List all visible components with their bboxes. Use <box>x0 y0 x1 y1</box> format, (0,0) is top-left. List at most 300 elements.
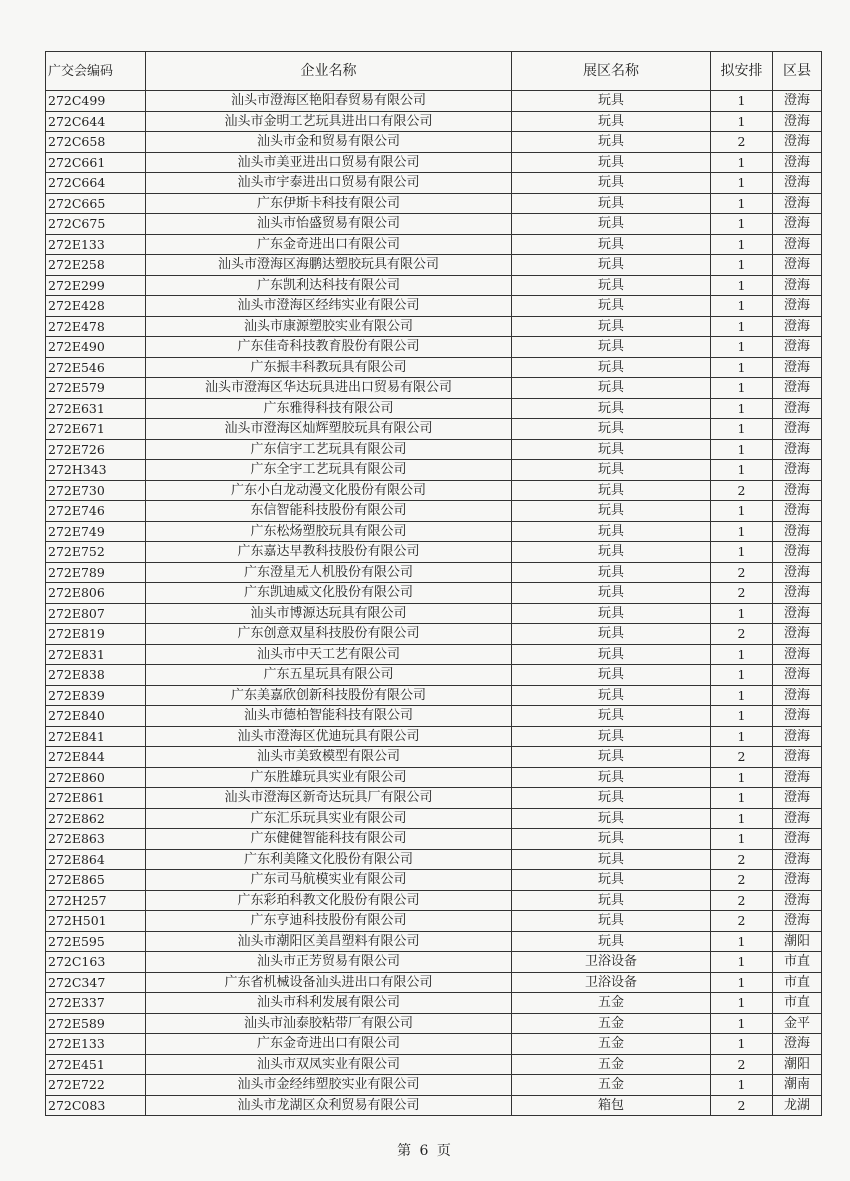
cell-exhibit-area: 玩具 <box>512 255 711 276</box>
table-row <box>46 788 822 809</box>
cell-company: 汕头市澄海区优迪玩具有限公司 <box>146 726 512 747</box>
cell-code: 272E428 <box>46 296 146 317</box>
table-row <box>46 234 822 255</box>
cell-company: 汕头市美亚进出口贸易有限公司 <box>146 152 512 173</box>
table-row <box>46 480 822 501</box>
table-row <box>46 439 822 460</box>
cell-planned: 2 <box>711 132 773 153</box>
table-row <box>46 644 822 665</box>
cell-company: 汕头市中天工艺有限公司 <box>146 644 512 665</box>
cell-code: 272E337 <box>46 993 146 1014</box>
cell-code: 272E133 <box>46 234 146 255</box>
table-row <box>46 747 822 768</box>
header-exhibit-area: 展区名称 <box>512 52 711 91</box>
cell-company: 汕头市怡盛贸易有限公司 <box>146 214 512 235</box>
cell-exhibit-area: 玩具 <box>512 808 711 829</box>
cell-exhibit-area: 玩具 <box>512 624 711 645</box>
cell-district: 澄海 <box>773 767 822 788</box>
cell-code: 272E838 <box>46 665 146 686</box>
cell-district: 澄海 <box>773 316 822 337</box>
table-row <box>46 931 822 952</box>
table-header-row <box>46 52 822 91</box>
table-row <box>46 357 822 378</box>
cell-planned: 1 <box>711 275 773 296</box>
cell-company: 东信智能科技股份有限公司 <box>146 501 512 522</box>
table-row <box>46 337 822 358</box>
table-row <box>46 624 822 645</box>
cell-code: 272C163 <box>46 952 146 973</box>
cell-company: 广东亨迪科技股份有限公司 <box>146 911 512 932</box>
cell-code: 272C644 <box>46 111 146 132</box>
cell-code: 272C499 <box>46 91 146 112</box>
cell-code: 272H343 <box>46 460 146 481</box>
cell-planned: 2 <box>711 747 773 768</box>
cell-code: 272C661 <box>46 152 146 173</box>
cell-district: 澄海 <box>773 460 822 481</box>
cell-exhibit-area: 玩具 <box>512 767 711 788</box>
cell-exhibit-area: 玩具 <box>512 788 711 809</box>
cell-district: 澄海 <box>773 111 822 132</box>
cell-district: 澄海 <box>773 726 822 747</box>
cell-code: 272E299 <box>46 275 146 296</box>
cell-code: 272E840 <box>46 706 146 727</box>
table-row <box>46 726 822 747</box>
cell-exhibit-area: 玩具 <box>512 829 711 850</box>
cell-code: 272H501 <box>46 911 146 932</box>
cell-company: 广东嘉达早教科技股份有限公司 <box>146 542 512 563</box>
cell-code: 272E861 <box>46 788 146 809</box>
cell-district: 澄海 <box>773 296 822 317</box>
cell-exhibit-area: 玩具 <box>512 152 711 173</box>
cell-exhibit-area: 玩具 <box>512 296 711 317</box>
cell-code: 272E860 <box>46 767 146 788</box>
cell-company: 广东松炀塑胶玩具有限公司 <box>146 521 512 542</box>
cell-code: 272E546 <box>46 357 146 378</box>
cell-planned: 2 <box>711 870 773 891</box>
cell-company: 广东澄星无人机股份有限公司 <box>146 562 512 583</box>
cell-planned: 1 <box>711 111 773 132</box>
cell-planned: 1 <box>711 439 773 460</box>
table-row <box>46 952 822 973</box>
cell-company: 汕头市美致模型有限公司 <box>146 747 512 768</box>
cell-district: 龙湖 <box>773 1095 822 1116</box>
cell-code: 272E806 <box>46 583 146 604</box>
cell-company: 广东雅得科技有限公司 <box>146 398 512 419</box>
cell-exhibit-area: 玩具 <box>512 849 711 870</box>
table-row <box>46 890 822 911</box>
table-row <box>46 562 822 583</box>
cell-company: 汕头市潮阳区美昌塑料有限公司 <box>146 931 512 952</box>
table-row <box>46 542 822 563</box>
cell-district: 市直 <box>773 952 822 973</box>
cell-exhibit-area: 卫浴设备 <box>512 972 711 993</box>
table-row <box>46 808 822 829</box>
cell-code: 272C665 <box>46 193 146 214</box>
cell-company: 广东全宇工艺玩具有限公司 <box>146 460 512 481</box>
exhibitor-table <box>45 51 822 1116</box>
table-row <box>46 870 822 891</box>
cell-planned: 1 <box>711 357 773 378</box>
cell-planned: 1 <box>711 255 773 276</box>
cell-code: 272E749 <box>46 521 146 542</box>
cell-company: 汕头市博源达玩具有限公司 <box>146 603 512 624</box>
cell-exhibit-area: 玩具 <box>512 521 711 542</box>
cell-code: 272C347 <box>46 972 146 993</box>
table-row <box>46 378 822 399</box>
cell-district: 澄海 <box>773 398 822 419</box>
cell-district: 澄海 <box>773 480 822 501</box>
table-row <box>46 1034 822 1055</box>
cell-company: 汕头市澄海区灿辉塑胶玩具有限公司 <box>146 419 512 440</box>
cell-code: 272E807 <box>46 603 146 624</box>
cell-exhibit-area: 玩具 <box>512 357 711 378</box>
cell-company: 广东利美隆文化股份有限公司 <box>146 849 512 870</box>
cell-district: 潮南 <box>773 1075 822 1096</box>
table-row <box>46 911 822 932</box>
cell-code: 272E862 <box>46 808 146 829</box>
cell-planned: 1 <box>711 521 773 542</box>
table-row <box>46 1054 822 1075</box>
cell-planned: 1 <box>711 501 773 522</box>
cell-code: 272E844 <box>46 747 146 768</box>
table-row <box>46 275 822 296</box>
cell-district: 澄海 <box>773 132 822 153</box>
cell-district: 市直 <box>773 993 822 1014</box>
table-row <box>46 398 822 419</box>
cell-code: 272E831 <box>46 644 146 665</box>
cell-exhibit-area: 玩具 <box>512 214 711 235</box>
cell-company: 广东五星玩具有限公司 <box>146 665 512 686</box>
cell-exhibit-area: 玩具 <box>512 890 711 911</box>
cell-district: 潮阳 <box>773 1054 822 1075</box>
table-row <box>46 193 822 214</box>
cell-company: 汕头市澄海区新奇达玩具厂有限公司 <box>146 788 512 809</box>
cell-district: 澄海 <box>773 644 822 665</box>
cell-code: 272E839 <box>46 685 146 706</box>
cell-district: 澄海 <box>773 152 822 173</box>
cell-exhibit-area: 玩具 <box>512 562 711 583</box>
cell-company: 汕头市金明工艺玩具进出口有限公司 <box>146 111 512 132</box>
cell-exhibit-area: 玩具 <box>512 583 711 604</box>
exhibitor-table-sheet <box>45 51 821 1116</box>
cell-exhibit-area: 玩具 <box>512 234 711 255</box>
cell-company: 广东司马航模实业有限公司 <box>146 870 512 891</box>
cell-company: 广东创意双星科技股份有限公司 <box>146 624 512 645</box>
cell-planned: 1 <box>711 829 773 850</box>
table-row <box>46 829 822 850</box>
cell-planned: 1 <box>711 234 773 255</box>
cell-exhibit-area: 五金 <box>512 1013 711 1034</box>
cell-district: 市直 <box>773 972 822 993</box>
cell-planned: 1 <box>711 1013 773 1034</box>
cell-company: 广东凯迪威文化股份有限公司 <box>146 583 512 604</box>
cell-district: 澄海 <box>773 542 822 563</box>
header-district: 区县 <box>773 52 822 91</box>
cell-company: 汕头市德柏智能科技有限公司 <box>146 706 512 727</box>
cell-company: 广东凯利达科技有限公司 <box>146 275 512 296</box>
cell-code: 272E746 <box>46 501 146 522</box>
cell-planned: 1 <box>711 1075 773 1096</box>
cell-exhibit-area: 玩具 <box>512 501 711 522</box>
cell-planned: 1 <box>711 378 773 399</box>
cell-code: 272C675 <box>46 214 146 235</box>
table-row <box>46 296 822 317</box>
table-row <box>46 460 822 481</box>
cell-planned: 1 <box>711 808 773 829</box>
cell-company: 广东健健智能科技有限公司 <box>146 829 512 850</box>
cell-planned: 1 <box>711 214 773 235</box>
cell-exhibit-area: 玩具 <box>512 173 711 194</box>
cell-code: 272E579 <box>46 378 146 399</box>
cell-code: 272E595 <box>46 931 146 952</box>
cell-planned: 2 <box>711 624 773 645</box>
cell-exhibit-area: 玩具 <box>512 193 711 214</box>
cell-company: 广东金奇进出口有限公司 <box>146 1034 512 1055</box>
cell-code: 272C083 <box>46 1095 146 1116</box>
table-row <box>46 665 822 686</box>
cell-district: 澄海 <box>773 439 822 460</box>
cell-exhibit-area: 玩具 <box>512 665 711 686</box>
table-row <box>46 706 822 727</box>
cell-district: 澄海 <box>773 91 822 112</box>
cell-exhibit-area: 玩具 <box>512 706 711 727</box>
cell-exhibit-area: 玩具 <box>512 316 711 337</box>
cell-planned: 2 <box>711 890 773 911</box>
cell-company: 广东省机械设备汕头进出口有限公司 <box>146 972 512 993</box>
cell-district: 澄海 <box>773 603 822 624</box>
cell-code: 272H257 <box>46 890 146 911</box>
table-row <box>46 1075 822 1096</box>
cell-exhibit-area: 箱包 <box>512 1095 711 1116</box>
cell-planned: 1 <box>711 706 773 727</box>
cell-exhibit-area: 玩具 <box>512 726 711 747</box>
cell-code: 272C658 <box>46 132 146 153</box>
header-company: 企业名称 <box>146 52 512 91</box>
cell-code: 272E864 <box>46 849 146 870</box>
cell-company: 汕头市金经纬塑胶实业有限公司 <box>146 1075 512 1096</box>
table-body <box>46 91 822 1116</box>
cell-exhibit-area: 玩具 <box>512 91 711 112</box>
header-code: 广交会编码 <box>46 52 146 91</box>
cell-exhibit-area: 五金 <box>512 993 711 1014</box>
cell-planned: 1 <box>711 316 773 337</box>
cell-company: 汕头市康源塑胶实业有限公司 <box>146 316 512 337</box>
cell-code: 272E451 <box>46 1054 146 1075</box>
cell-exhibit-area: 玩具 <box>512 460 711 481</box>
cell-exhibit-area: 玩具 <box>512 931 711 952</box>
cell-code: 272E478 <box>46 316 146 337</box>
cell-exhibit-area: 玩具 <box>512 378 711 399</box>
cell-company: 汕头市澄海区艳阳春贸易有限公司 <box>146 91 512 112</box>
header-planned: 拟安排 <box>711 52 773 91</box>
cell-planned: 2 <box>711 911 773 932</box>
cell-district: 潮阳 <box>773 931 822 952</box>
cell-company: 广东彩珀科教文化股份有限公司 <box>146 890 512 911</box>
cell-exhibit-area: 玩具 <box>512 439 711 460</box>
cell-company: 汕头市汕泰胶粘带厂有限公司 <box>146 1013 512 1034</box>
cell-planned: 1 <box>711 91 773 112</box>
cell-company: 汕头市澄海区海鹏达塑胶玩具有限公司 <box>146 255 512 276</box>
table-row <box>46 1013 822 1034</box>
cell-planned: 1 <box>711 419 773 440</box>
table-row <box>46 849 822 870</box>
cell-planned: 2 <box>711 849 773 870</box>
cell-exhibit-area: 玩具 <box>512 337 711 358</box>
cell-planned: 1 <box>711 972 773 993</box>
cell-code: 272E631 <box>46 398 146 419</box>
cell-exhibit-area: 玩具 <box>512 911 711 932</box>
cell-code: 272E722 <box>46 1075 146 1096</box>
cell-planned: 1 <box>711 603 773 624</box>
cell-company: 广东伊斯卡科技有限公司 <box>146 193 512 214</box>
cell-district: 澄海 <box>773 214 822 235</box>
cell-company: 汕头市澄海区华达玩具进出口贸易有限公司 <box>146 378 512 399</box>
cell-exhibit-area: 玩具 <box>512 542 711 563</box>
cell-company: 汕头市澄海区经纬实业有限公司 <box>146 296 512 317</box>
cell-planned: 1 <box>711 460 773 481</box>
cell-district: 澄海 <box>773 624 822 645</box>
cell-code: 272E671 <box>46 419 146 440</box>
cell-exhibit-area: 卫浴设备 <box>512 952 711 973</box>
cell-planned: 1 <box>711 193 773 214</box>
cell-code: 272E726 <box>46 439 146 460</box>
cell-district: 澄海 <box>773 706 822 727</box>
cell-exhibit-area: 玩具 <box>512 398 711 419</box>
cell-district: 澄海 <box>773 173 822 194</box>
cell-district: 澄海 <box>773 255 822 276</box>
cell-company: 汕头市正芳贸易有限公司 <box>146 952 512 973</box>
cell-planned: 1 <box>711 767 773 788</box>
table-row <box>46 91 822 112</box>
cell-planned: 1 <box>711 337 773 358</box>
cell-exhibit-area: 玩具 <box>512 747 711 768</box>
table-row <box>46 316 822 337</box>
cell-district: 澄海 <box>773 234 822 255</box>
cell-company: 广东信宇工艺玩具有限公司 <box>146 439 512 460</box>
cell-company: 广东小白龙动漫文化股份有限公司 <box>146 480 512 501</box>
cell-planned: 1 <box>711 152 773 173</box>
cell-company: 广东汇乐玩具实业有限公司 <box>146 808 512 829</box>
cell-code: 272C664 <box>46 173 146 194</box>
cell-district: 澄海 <box>773 1034 822 1055</box>
cell-planned: 1 <box>711 726 773 747</box>
cell-district: 澄海 <box>773 808 822 829</box>
cell-code: 272E490 <box>46 337 146 358</box>
cell-exhibit-area: 玩具 <box>512 275 711 296</box>
cell-district: 澄海 <box>773 788 822 809</box>
table-row <box>46 521 822 542</box>
table-row <box>46 501 822 522</box>
page-number: 第 6 页 <box>397 1143 453 1159</box>
cell-company: 广东胜雄玩具实业有限公司 <box>146 767 512 788</box>
table-row <box>46 972 822 993</box>
cell-code: 272E589 <box>46 1013 146 1034</box>
table-row <box>46 685 822 706</box>
cell-district: 澄海 <box>773 275 822 296</box>
cell-planned: 1 <box>711 685 773 706</box>
cell-planned: 2 <box>711 583 773 604</box>
table-row <box>46 132 822 153</box>
cell-code: 272E789 <box>46 562 146 583</box>
table-row <box>46 1095 822 1116</box>
cell-district: 澄海 <box>773 378 822 399</box>
table-row <box>46 993 822 1014</box>
cell-exhibit-area: 玩具 <box>512 685 711 706</box>
cell-code: 272E841 <box>46 726 146 747</box>
cell-exhibit-area: 玩具 <box>512 419 711 440</box>
cell-code: 272E819 <box>46 624 146 645</box>
cell-district: 澄海 <box>773 829 822 850</box>
cell-district: 澄海 <box>773 747 822 768</box>
cell-planned: 1 <box>711 952 773 973</box>
cell-planned: 2 <box>711 562 773 583</box>
table-row <box>46 173 822 194</box>
cell-planned: 2 <box>711 480 773 501</box>
cell-district: 澄海 <box>773 521 822 542</box>
table-row <box>46 111 822 132</box>
cell-exhibit-area: 五金 <box>512 1034 711 1055</box>
cell-planned: 1 <box>711 644 773 665</box>
cell-exhibit-area: 玩具 <box>512 480 711 501</box>
cell-code: 272E863 <box>46 829 146 850</box>
cell-planned: 1 <box>711 993 773 1014</box>
table-row <box>46 255 822 276</box>
cell-planned: 1 <box>711 296 773 317</box>
cell-district: 澄海 <box>773 583 822 604</box>
cell-company: 广东金奇进出口有限公司 <box>146 234 512 255</box>
cell-district: 澄海 <box>773 849 822 870</box>
cell-district: 澄海 <box>773 337 822 358</box>
cell-district: 澄海 <box>773 562 822 583</box>
cell-district: 澄海 <box>773 193 822 214</box>
cell-district: 澄海 <box>773 911 822 932</box>
cell-district: 澄海 <box>773 665 822 686</box>
cell-planned: 1 <box>711 788 773 809</box>
cell-exhibit-area: 五金 <box>512 1054 711 1075</box>
table-row <box>46 603 822 624</box>
cell-planned: 1 <box>711 1034 773 1055</box>
cell-planned: 2 <box>711 1095 773 1116</box>
cell-company: 汕头市龙湖区众利贸易有限公司 <box>146 1095 512 1116</box>
cell-planned: 1 <box>711 665 773 686</box>
cell-planned: 1 <box>711 173 773 194</box>
cell-company: 广东振丰科教玩具有限公司 <box>146 357 512 378</box>
cell-exhibit-area: 玩具 <box>512 644 711 665</box>
cell-code: 272E133 <box>46 1034 146 1055</box>
table-row <box>46 767 822 788</box>
cell-exhibit-area: 玩具 <box>512 870 711 891</box>
table-row <box>46 419 822 440</box>
cell-district: 澄海 <box>773 357 822 378</box>
cell-planned: 1 <box>711 931 773 952</box>
cell-district: 澄海 <box>773 501 822 522</box>
cell-company: 汕头市科利发展有限公司 <box>146 993 512 1014</box>
cell-company: 汕头市宇泰进出口贸易有限公司 <box>146 173 512 194</box>
cell-district: 澄海 <box>773 685 822 706</box>
cell-code: 272E865 <box>46 870 146 891</box>
cell-code: 272E730 <box>46 480 146 501</box>
cell-exhibit-area: 五金 <box>512 1075 711 1096</box>
table-row <box>46 214 822 235</box>
cell-company: 汕头市金和贸易有限公司 <box>146 132 512 153</box>
cell-district: 澄海 <box>773 419 822 440</box>
cell-exhibit-area: 玩具 <box>512 111 711 132</box>
cell-district: 澄海 <box>773 890 822 911</box>
cell-planned: 2 <box>711 1054 773 1075</box>
cell-company: 汕头市双凤实业有限公司 <box>146 1054 512 1075</box>
cell-exhibit-area: 玩具 <box>512 132 711 153</box>
cell-code: 272E258 <box>46 255 146 276</box>
